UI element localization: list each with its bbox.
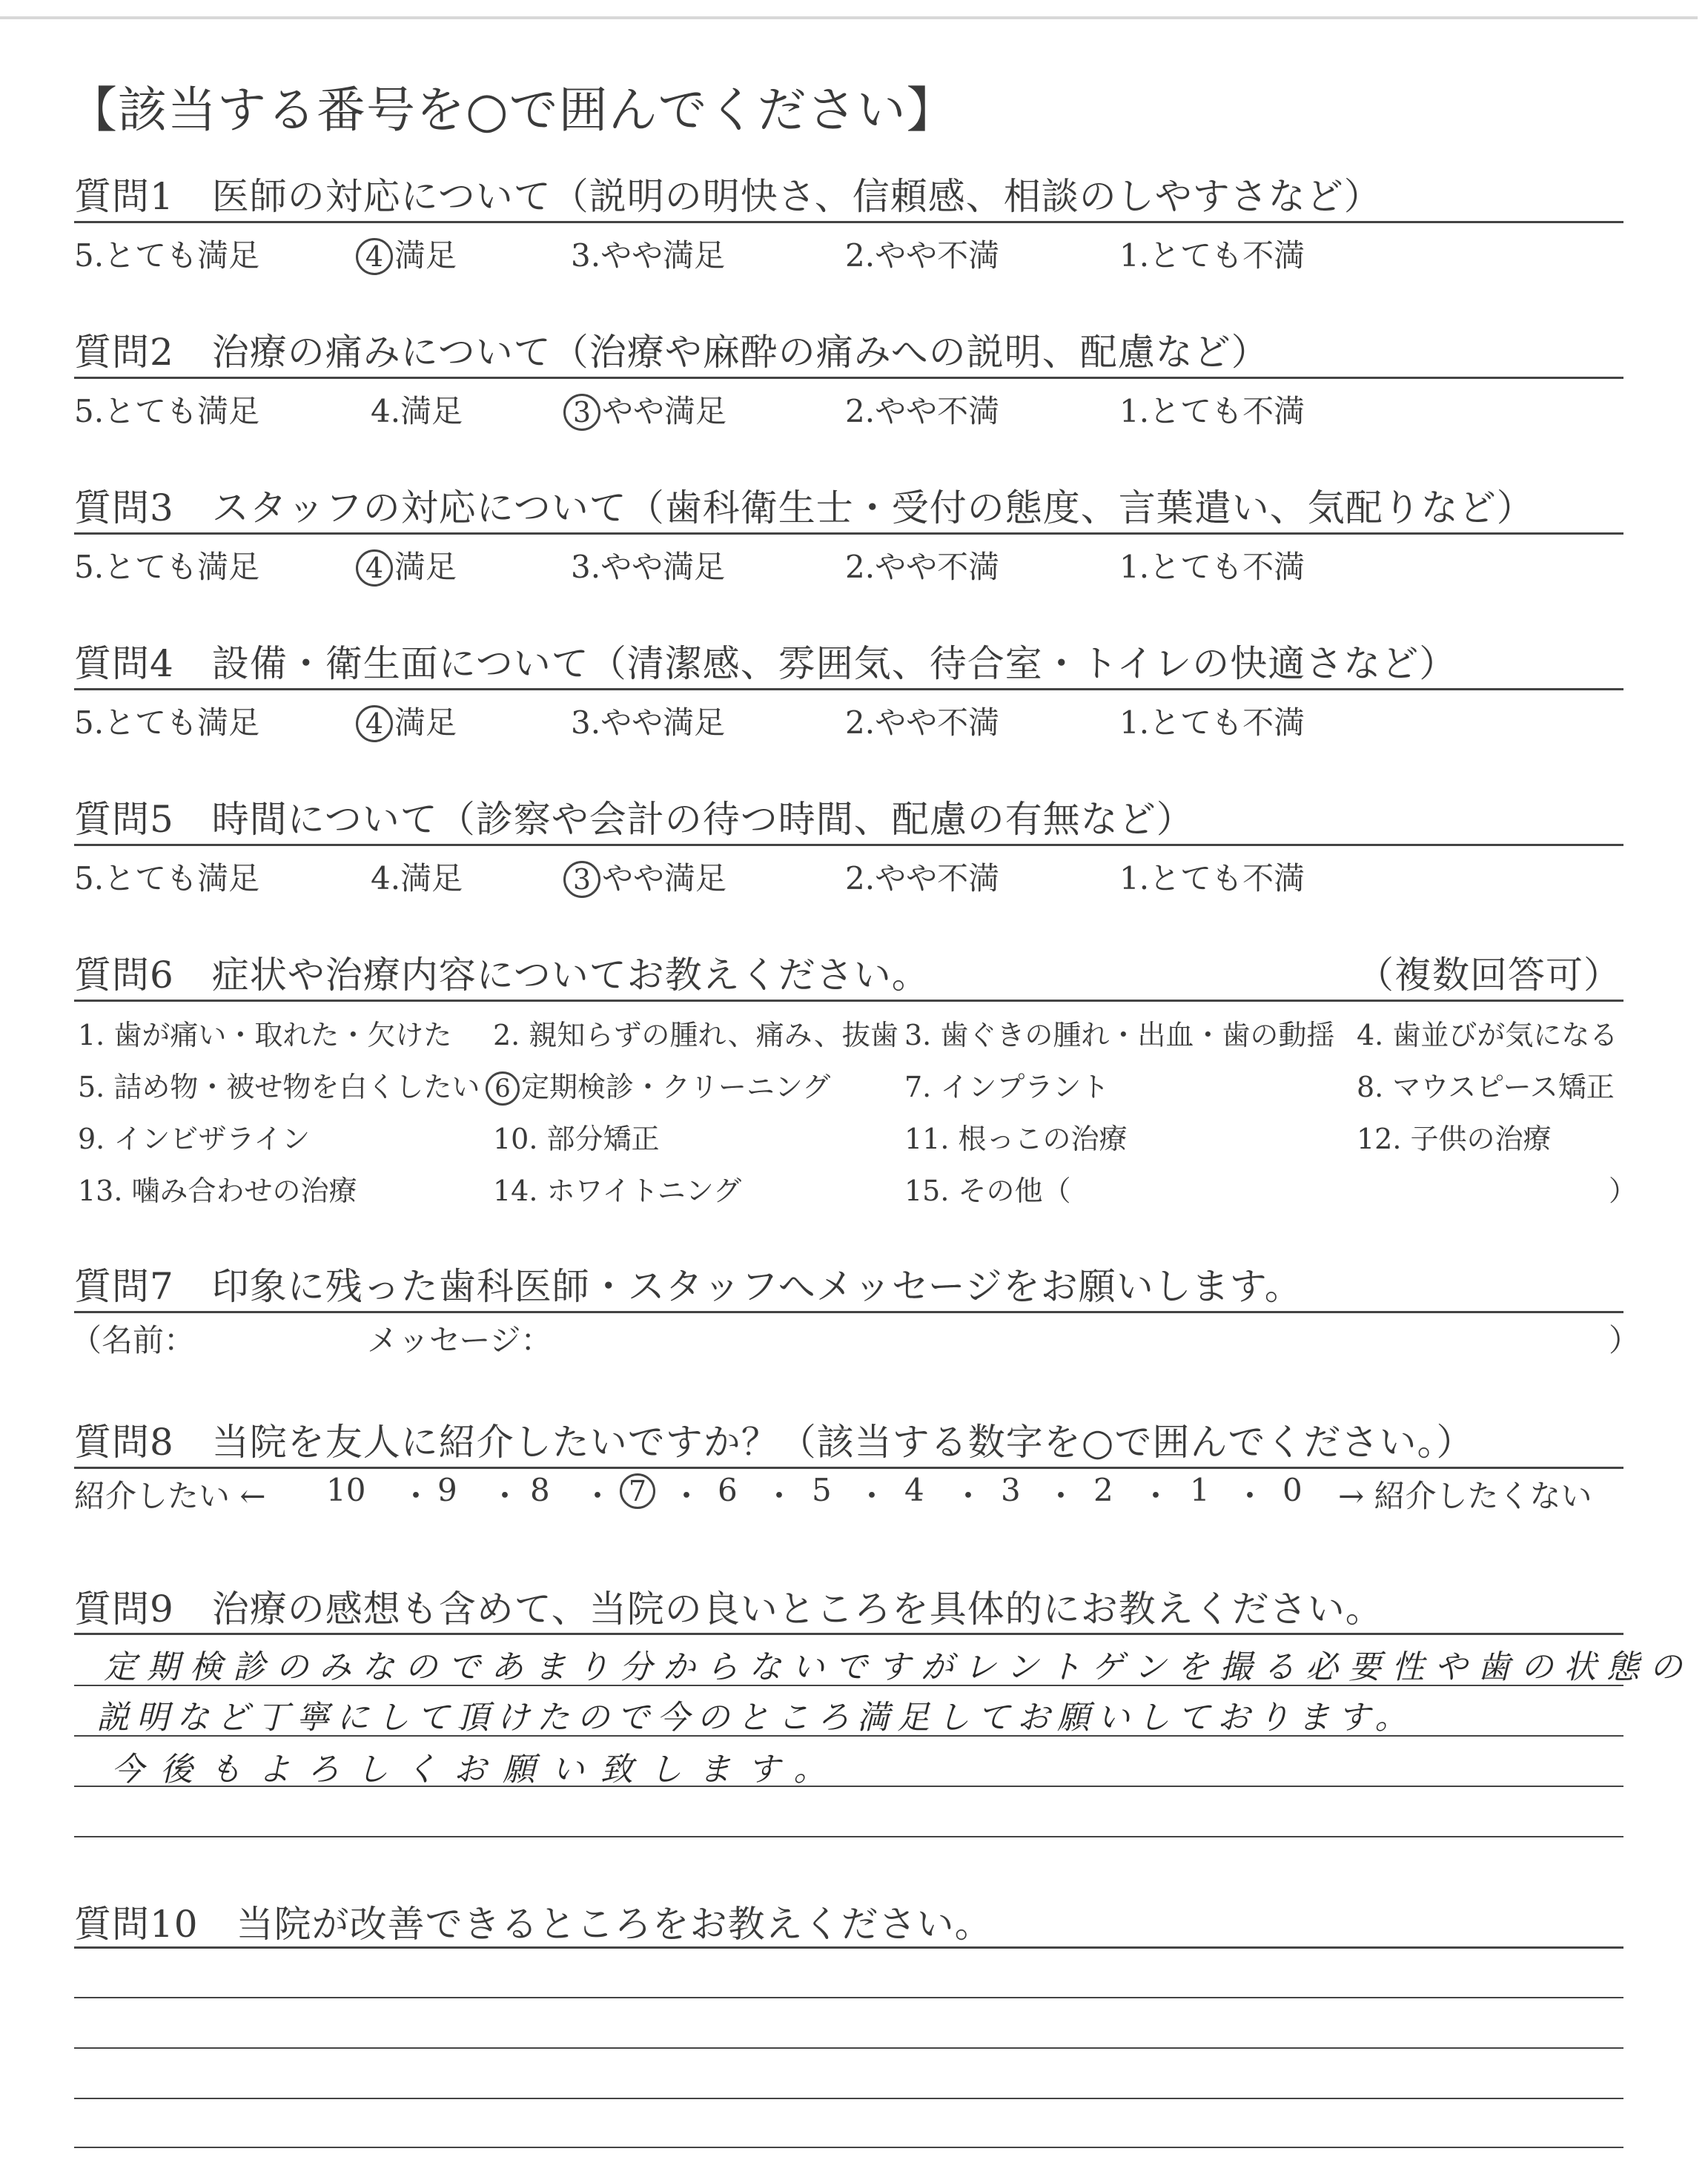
divider (74, 844, 1623, 846)
question-5-title: 質問5 時間について（診察や会計の待つ時間、配慮の有無など） (74, 798, 1194, 841)
recommend-right-label: → 紹介したくない (1338, 1478, 1592, 1514)
scale-9[interactable]: 9 (437, 1472, 457, 1508)
symptom-option-10[interactable]: 10. 部分矯正 (493, 1123, 660, 1155)
answer-line (74, 2098, 1623, 2099)
answer-line (74, 1997, 1623, 1998)
rating-option-1[interactable]: 1.とても不満 (1119, 860, 1305, 896)
rating-option-4-selected[interactable] (356, 698, 457, 743)
rating-label: やや満足 (602, 860, 727, 896)
question-6-title: 質問6 症状や治療内容についてお教えください。 (74, 954, 930, 997)
rating-option-5[interactable]: 5.とても満足 (74, 237, 260, 274)
message-label: メッセージ： (367, 1322, 552, 1358)
rating-label: 満足 (394, 549, 457, 585)
rating-option-3-selected[interactable] (563, 854, 726, 899)
scale-dot: ・ (1045, 1478, 1077, 1514)
scale-3[interactable]: 3 (1001, 1472, 1021, 1508)
rating-option-3[interactable]: 3.やや満足 (571, 237, 726, 274)
rating-option-2[interactable]: 2.やや不満 (845, 549, 1000, 585)
symptom-option-2[interactable]: 2. 親知らずの腫れ、痛み、抜歯 (493, 1019, 898, 1051)
scale-5[interactable]: 5 (812, 1472, 832, 1508)
answer-line (74, 1836, 1623, 1837)
rating-option-2[interactable]: 2.やや不満 (845, 393, 1000, 429)
rating-option-3-selected[interactable] (563, 387, 726, 432)
rating-option-3[interactable]: 3.やや満足 (571, 549, 726, 585)
rating-label: やや満足 (602, 393, 727, 429)
divider (74, 532, 1623, 535)
rating-option-1[interactable]: 1.とても不満 (1119, 237, 1305, 274)
symptom-option-1[interactable]: 1. 歯が痛い・取れた・欠けた (78, 1019, 452, 1051)
question-8-title: 質問8 当院を友人に紹介したいですか？（該当する数字を○で囲んでください。） (74, 1421, 1474, 1464)
question-2-title: 質問2 治療の痛みについて（治療や麻酔の痛みへの説明、配慮など） (74, 331, 1269, 374)
divider (74, 1311, 1623, 1313)
rating-option-4-selected[interactable] (356, 231, 457, 276)
scale-10[interactable]: 10 (326, 1472, 366, 1508)
scale-7-selected[interactable] (620, 1472, 657, 1509)
symptom-label: 定期検診・クリーニング (521, 1071, 831, 1103)
symptom-option-6-selected[interactable] (486, 1064, 830, 1106)
selection-circle: 7 (620, 1473, 655, 1509)
answer-line (74, 2047, 1623, 2049)
rating-label: 満足 (394, 237, 457, 274)
rating-option-3[interactable]: 3.やや満足 (571, 704, 726, 741)
divider (74, 1000, 1623, 1002)
handwritten-answer-line-3: 今後もよろしくお願い致します。 (111, 1751, 843, 1789)
scale-6[interactable]: 6 (718, 1472, 738, 1508)
rating-option-4[interactable]: 4.満足 (371, 393, 463, 429)
symptom-option-15[interactable]: 15. その他（ (904, 1175, 1071, 1207)
question-9-title: 質問9 治療の感想も含めて、当院の良いところを具体的にお教えください。 (74, 1588, 1383, 1631)
symptom-option-13[interactable]: 13. 噛み合わせの治療 (78, 1175, 357, 1207)
rating-option-2[interactable]: 2.やや不満 (845, 704, 1000, 741)
symptom-option-14[interactable]: 14. ホワイトニング (493, 1175, 742, 1207)
message-close-paren: ） (1609, 1322, 1641, 1358)
answer-line (74, 1946, 1623, 1949)
scale-dot: ・ (953, 1478, 984, 1514)
rating-option-5[interactable]: 5.とても満足 (74, 704, 260, 741)
rating-option-4[interactable]: 4.満足 (371, 860, 463, 896)
rating-option-2[interactable]: 2.やや不満 (845, 237, 1000, 274)
scale-dot: ・ (1140, 1478, 1172, 1514)
answer-line (74, 2147, 1623, 2148)
handwritten-answer-line-1: 定期検診のみなのであまり分からないですがレントゲンを撮る必要性や歯の状態の (104, 1648, 1693, 1686)
symptom-option-8[interactable]: 8. マウスピース矯正 (1357, 1071, 1615, 1103)
selection-circle: 4 (356, 549, 393, 587)
selection-circle: 4 (356, 705, 393, 742)
handwritten-answer-line-2: 説明など丁寧にして頂けたので今のところ満足してお願いしております。 (96, 1699, 1415, 1737)
answer-line (74, 1633, 1623, 1635)
rating-option-1[interactable]: 1.とても不満 (1119, 393, 1305, 429)
divider (74, 1467, 1623, 1469)
scale-2[interactable]: 2 (1093, 1472, 1113, 1508)
question-3-title: 質問3 スタッフの対応について（歯科衛生士・受付の態度、言葉遣い、気配りなど） (74, 486, 1535, 529)
rating-option-5[interactable]: 5.とても満足 (74, 393, 260, 429)
other-close-paren: ） (1609, 1175, 1638, 1207)
divider (74, 377, 1623, 379)
symptom-option-7[interactable]: 7. インプラント (904, 1071, 1110, 1103)
selection-circle: 3 (563, 861, 600, 898)
selection-circle: 6 (486, 1071, 520, 1106)
selection-circle: 4 (356, 238, 393, 275)
page-heading: 【該当する番号を○で囲んでください】 (68, 82, 956, 139)
rating-label: 満足 (394, 704, 457, 741)
scale-dot: ・ (489, 1478, 521, 1514)
rating-option-1[interactable]: 1.とても不満 (1119, 549, 1305, 585)
scale-0[interactable]: 0 (1282, 1472, 1302, 1508)
symptom-option-9[interactable]: 9. インビザライン (78, 1123, 311, 1155)
scale-dot: ・ (671, 1478, 703, 1514)
multiple-answers-note: （複数回答可） (1357, 954, 1621, 997)
symptom-option-3[interactable]: 3. 歯ぐきの腫れ・出血・歯の動揺 (904, 1019, 1335, 1051)
scale-8[interactable]: 8 (530, 1472, 550, 1508)
rating-option-1[interactable]: 1.とても不満 (1119, 704, 1305, 741)
question-10-title: 質問10 当院が改善できるところをお教えください。 (74, 1903, 993, 1946)
selection-circle: 3 (563, 394, 600, 431)
name-label: （名前： (70, 1322, 196, 1358)
question-4-title: 質問4 設備・衛生面について（清潔感、雰囲気、待合室・トイレの快適さなど） (74, 642, 1457, 685)
scale-dot: ・ (856, 1478, 888, 1514)
symptom-option-4[interactable]: 4. 歯並びが気になる (1357, 1019, 1618, 1051)
scale-dot: ・ (1234, 1478, 1266, 1514)
question-1-title: 質問1 医師の対応について（説明の明快さ、信頼感、相談のしやすさなど） (74, 175, 1382, 218)
symptom-option-12[interactable]: 12. 子供の治療 (1357, 1123, 1552, 1155)
rating-option-5[interactable]: 5.とても満足 (74, 549, 260, 585)
scale-4[interactable]: 4 (904, 1472, 924, 1508)
symptom-option-11[interactable]: 11. 根っこの治療 (904, 1123, 1128, 1155)
rating-option-5[interactable]: 5.とても満足 (74, 860, 260, 896)
symptom-option-5[interactable]: 5. 詰め物・被せ物を白くしたい (78, 1071, 480, 1103)
scale-dot: ・ (400, 1478, 432, 1514)
scale-1[interactable]: 1 (1190, 1472, 1210, 1508)
divider (74, 221, 1623, 223)
rating-option-4-selected[interactable] (356, 543, 457, 587)
divider (74, 688, 1623, 690)
scale-dot: ・ (764, 1478, 795, 1514)
recommend-left-label: 紹介したい ← (74, 1478, 266, 1514)
scan-top-edge (0, 16, 1698, 19)
rating-option-2[interactable]: 2.やや不満 (845, 860, 1000, 896)
question-7-title: 質問7 印象に残った歯科医師・スタッフへメッセージをお願いします。 (74, 1265, 1302, 1308)
scale-dot: ・ (582, 1478, 614, 1514)
